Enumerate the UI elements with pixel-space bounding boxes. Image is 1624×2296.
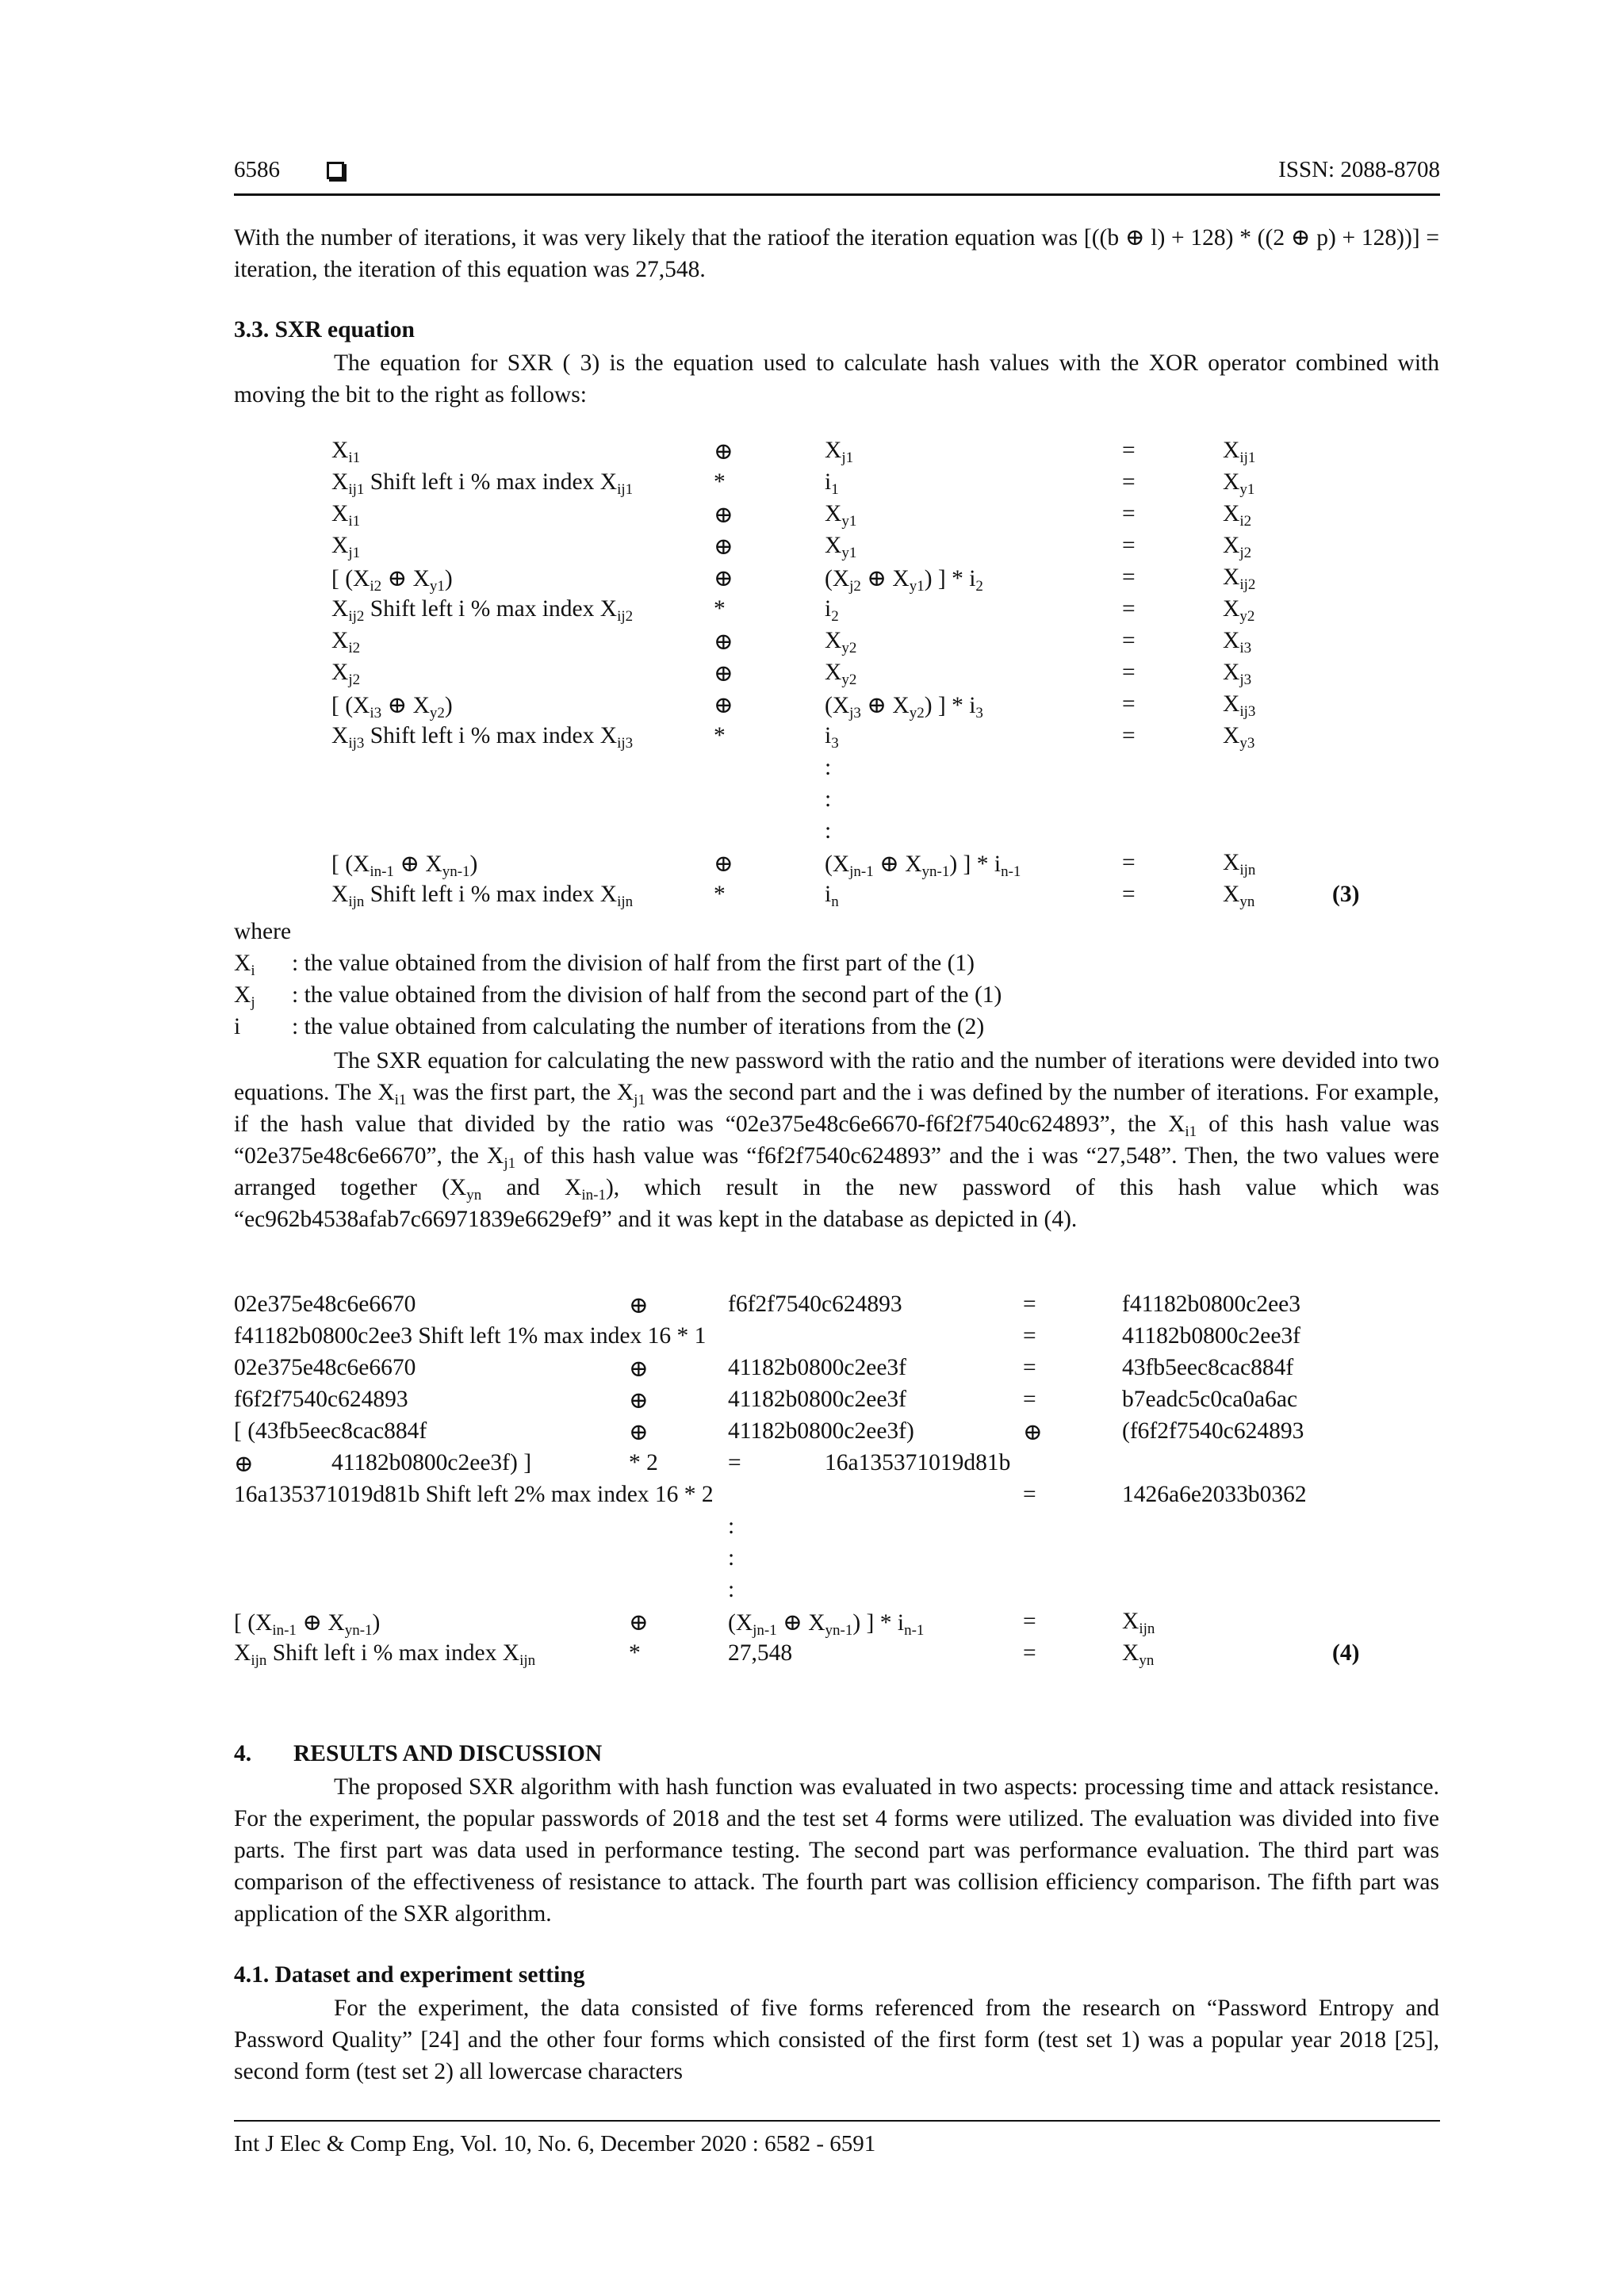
eq3-equals: = [1122,438,1136,463]
eq3-operand: : [825,755,832,780]
eq4-operator: ⊕ [629,1420,649,1445]
eq3-result: $X_{y3}$ [1223,723,1255,752]
eq3-result: $X_{ij2}$ [1223,564,1256,593]
section-3-3-heading: 3.3. SXR equation [234,317,415,342]
eq3-lhs: $X_{ij3}$ Shift left i % max index $X_{ij3}$ [331,723,634,752]
eq3-equals: = [1122,628,1136,653]
eq3-operator: ⊕ [714,851,733,877]
eq3-operand: $X_{y2}$ [825,628,857,656]
eq3-operator: ⊕ [714,439,733,465]
eq4-equals: = [1023,1292,1036,1317]
eq3-operand: $i_1$ [825,469,839,498]
eq4-operator: ⊕ [629,1357,649,1382]
eq4-result: 43fb5eec8cac884f [1122,1355,1294,1380]
where-definition: : the value obtained from calculating the number of iterations from the (2) [292,1014,985,1039]
eq3-result: $X_{i2}$ [1223,501,1252,530]
eq3-equals: = [1122,533,1136,558]
eq4-operator: ⊕ [629,1293,649,1318]
eq4-equals: = [1023,1387,1036,1412]
eq3-tag: (3) [1332,882,1360,907]
eq4-operand: 41182b0800c2ee3f) ] [331,1450,532,1475]
eq3-operator: * [714,596,726,622]
where-definition: : the value obtained from the division of half from the first part of the (1) [292,951,975,976]
eq3-lhs: $X_{i2}$ [331,628,361,656]
section-3-3-paragraph: The equation for SXR ( 3) is the equation used to calculate hash values with the XOR operator combined with moving the bit to the right as follows: [234,350,1439,408]
eq3-equals: = [1122,850,1136,875]
page-number: 6586 [234,157,280,182]
eq4-equals: ⊕ [1023,1420,1043,1445]
eq4-operator: * [629,1640,641,1666]
eq4-equals: = [1023,1609,1036,1634]
eq3-equals: = [1122,469,1136,495]
eq3-equals: = [1122,596,1136,622]
header-rule [234,193,1440,196]
footer-rule [234,2120,1440,2122]
eq3-operand: $X_{j1}$ [825,438,854,466]
eq3-operand: ($X_{j3}$ ⊕ $X_{y2}$) ] * $i_3$ [825,693,983,721]
where-label: where [234,919,292,944]
eq3-equals: = [1122,564,1136,590]
eq4-operator: ⊕ [629,1388,649,1414]
eq3-operand: $X_{y1}$ [825,501,857,530]
eq3-lhs: [ ($X_{in-1}$ ⊕ $X_{yn-1}$) [331,851,478,880]
explain-paragraph: The SXR equation for calculating the new password with the ratio and the number of iterations were devided into two equations. The $X_{i1}$ was the first part, the $X_{j1}$ was the second part and the i was defined by the number of iterations. For example, if the hash value that divided by the ratio was “02e375e48c6e6670-f6f2f7540c624893”, the $X_{i1}$ of this hash value was “02e375e48c6e6670”, the $X_{j1}$ of this hash value was “f6f2f7540c624893” and the i was “27,548”. Then, the two values were arranged together ($X_{yn}$ and $X_{in-1}$), which result in the new password of this hash value which was “ec962b4538afab7c66971839e6629ef9” and it was kept in the database as depicted in (4). [234,1048,1439,1232]
eq4-result: $X_{ijn}$ [1122,1609,1155,1637]
eq3-operand: $X_{y2}$ [825,660,857,688]
eq4-equals: = [1023,1323,1036,1349]
eq3-equals: = [1122,501,1136,526]
section-4-number: 4. [234,1741,252,1766]
eq4-lhs: $X_{ijn}$ Shift left i % max index $X_{ijn}$ [234,1640,536,1669]
eq3-lhs: $X_{i1}$ [331,501,361,530]
eq4-operand: : [728,1545,735,1571]
eq4-operand: ($X_{jn-1}$ ⊕ $X_{yn-1}$) ] * $i_{n-1}$ [728,1610,925,1639]
eq3-operator: ⊕ [714,693,733,718]
section-4-1-heading: 4.1. Dataset and experiment setting [234,1962,585,1988]
eq3-operator: ⊕ [714,661,733,687]
eq3-operand: $X_{y1}$ [825,533,857,561]
eq4-result: 16a135371019d81b [825,1450,1011,1475]
eq4-result: 41182b0800c2ee3f [1122,1323,1301,1349]
eq4-result: $X_{yn}$ [1122,1640,1155,1669]
eq3-operator: ⊕ [714,629,733,655]
where-symbol: $X_j$ [234,982,255,1011]
eq4-result: 1426a6e2033b0362 [1122,1482,1307,1507]
eq4-lhs: 16a135371019d81b Shift left 2% max index 16 * 2 [234,1482,714,1507]
eq3-operator: * [714,882,726,907]
eq3-result: $X_{j3}$ [1223,660,1252,688]
eq4-multiplier: * 2 [629,1450,658,1475]
eq3-result: $X_{y2}$ [1223,596,1255,625]
eq3-result: $X_{y1}$ [1223,469,1255,498]
eq3-operator: * [714,723,726,748]
eq3-equals: = [1122,691,1136,717]
eq4-equals: = [1023,1355,1036,1380]
eq3-result: $X_{ij1}$ [1223,438,1256,466]
eq3-lhs: $X_{ijn}$ Shift left i % max index $X_{ijn}$ [331,882,634,910]
eq3-result: $X_{j2}$ [1223,533,1252,561]
eq4-equals: = [728,1450,741,1475]
eq3-operand: : [825,786,832,812]
eq3-operator: ⊕ [714,534,733,560]
eq4-result: (f6f2f7540c624893 [1122,1418,1304,1444]
eq4-operand: f6f2f7540c624893 [728,1292,902,1317]
eq3-result: $X_{ijn}$ [1223,850,1256,878]
eq4-lhs: f6f2f7540c624893 [234,1387,408,1412]
square-bullet-icon [327,162,344,179]
eq3-result: $X_{yn}$ [1223,882,1255,910]
eq4-lhs: 02e375e48c6e6670 [234,1292,416,1317]
where-symbol: i [234,1014,241,1039]
where-definition: : the value obtained from the division of half from the second part of the (1) [292,982,1002,1008]
eq4-equals: = [1023,1482,1036,1507]
eq3-equals: = [1122,882,1136,907]
eq3-lhs: $X_{ij2}$ Shift left i % max index $X_{ij2}$ [331,596,634,625]
eq4-operator: ⊕ [629,1610,649,1636]
eq3-operator: ⊕ [714,503,733,528]
eq4-lhs: f41182b0800c2ee3 Shift left 1% max index 16 * 1 [234,1323,707,1349]
eq3-operand: $i_2$ [825,596,839,625]
eq4-lhs: [ ($X_{in-1}$ ⊕ $X_{yn-1}$) [234,1610,381,1639]
eq4-lhs: 02e375e48c6e6670 [234,1355,416,1380]
eq3-operand: ($X_{jn-1}$ ⊕ $X_{yn-1}$) ] * $i_{n-1}$ [825,851,1021,880]
where-symbol: $X_i$ [234,951,255,979]
eq4-equals: = [1023,1640,1036,1666]
eq3-operator: * [714,469,726,495]
eq4-operand: 41182b0800c2ee3f [728,1387,907,1412]
eq4-operand: : [728,1513,735,1539]
eq3-result: $X_{i3}$ [1223,628,1252,656]
eq4-operator: ⊕ [234,1452,254,1477]
eq3-operand: $i_3$ [825,723,839,752]
eq3-lhs: $X_{j1}$ [331,533,361,561]
eq3-equals: = [1122,660,1136,685]
section-4-1-paragraph: For the experiment, the data consisted of five forms referenced from the research on “Password Entropy and Password Quality” [24] and the other four forms which consisted of the first form (test set 1) was a popular year 2018 [25], second form (test set 2) all lowercase characters [234,1996,1439,2084]
eq3-lhs: [ ($X_{i2}$ ⊕ $X_{y1}$) [331,566,453,595]
eq4-operand: 41182b0800c2ee3f) [728,1418,914,1444]
eq4-tag: (4) [1332,1640,1360,1666]
eq4-lhs: [ (43fb5eec8cac884f [234,1418,427,1444]
eq3-equals: = [1122,723,1136,748]
intro-paragraph: With the number of iterations, it was very likely that the ratioof the iteration equation was [((b ⊕ l) + 128) * ((2 ⊕ p) + 128))] = iteration, the iteration of this equation was 27,548. [234,225,1439,282]
section-4-paragraph: The proposed SXR algorithm with hash function was evaluated in two aspects: processing time and attack resistance. For the experiment, the popular passwords of 2018 and the test set 4 forms were utilized. The evaluation was divided into five parts. The first part was data used in performance testing. The second part was performance evaluation. The third part was comparison of the effectiveness of resistance to attack. The fourth part was collision efficiency comparison. The fifth part was application of the SXR algorithm. [234,1774,1439,1927]
eq4-operand: : [728,1577,735,1602]
eq3-operand: : [825,818,832,844]
eq3-operator: ⊕ [714,566,733,591]
eq3-lhs: $X_{i1}$ [331,438,361,466]
eq3-result: $X_{ij3}$ [1223,691,1256,720]
eq4-operand: 27,548 [728,1640,793,1666]
eq3-operand: $i_n$ [825,882,839,910]
eq3-lhs: [ ($X_{i3}$ ⊕ $X_{y2}$) [331,693,453,721]
eq3-operand: ($X_{j2}$ ⊕ $X_{y1}$) ] * $i_2$ [825,566,983,595]
eq3-lhs: $X_{j2}$ [331,660,361,688]
eq3-lhs: $X_{ij1}$ Shift left i % max index $X_{ij1}$ [331,469,634,498]
journal-issn: ISSN: 2088-8708 [1278,157,1440,182]
eq4-result: b7eadc5c0ca0a6ac [1122,1387,1298,1412]
section-4-heading: RESULTS AND DISCUSSION [293,1741,603,1766]
eq4-operand: 41182b0800c2ee3f [728,1355,907,1380]
footer-citation: Int J Elec & Comp Eng, Vol. 10, No. 6, December 2020 : 6582 - 6591 [234,2131,876,2156]
eq4-result: f41182b0800c2ee3 [1122,1292,1301,1317]
